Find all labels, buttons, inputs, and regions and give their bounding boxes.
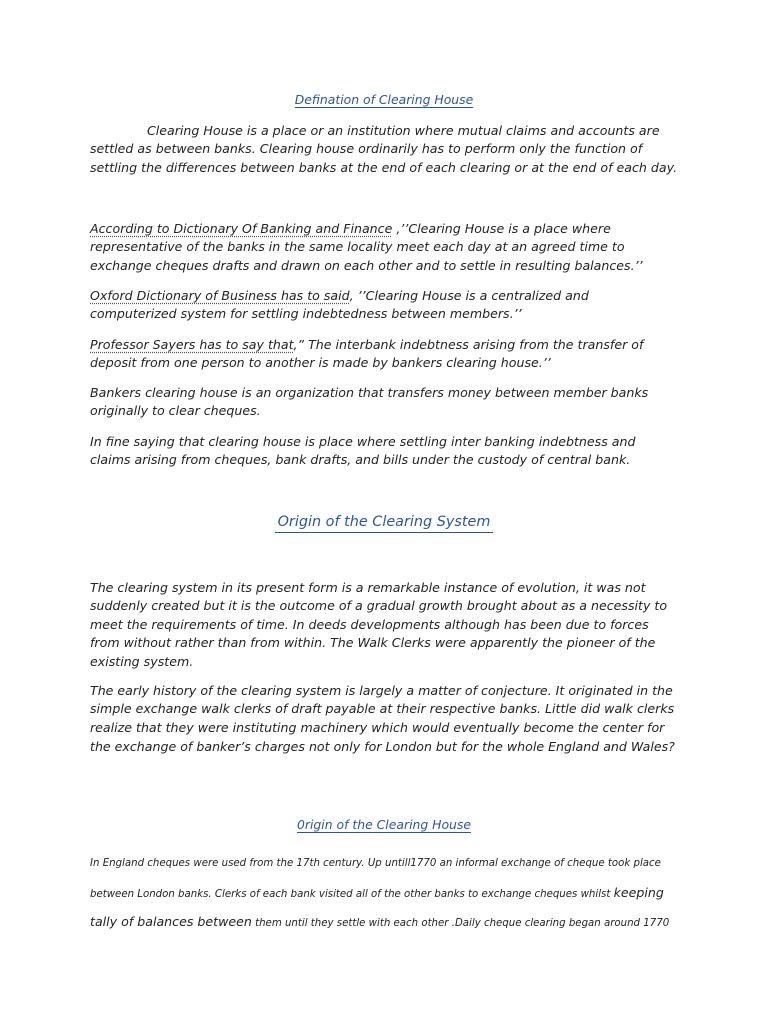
dictionary-line-3: exchange cheques drafts and drawn on each other and to settle in resulting balances.’’ — [90, 257, 643, 273]
oxford-line-1-text: , ’’Clearing House is a centralized and — [349, 288, 589, 303]
origin-p1-line-4: from without rather than from within. The Walk Clerks were apparently the pioneer of the — [90, 635, 656, 651]
definition-heading-text: Defination of Clearing House — [294, 92, 474, 107]
origin-p1-line-1: The clearing system in its present form is a remarkable instance of evolution, it was not — [90, 580, 646, 595]
origin-system-heading-text: Origin of the Clearing System — [275, 514, 494, 533]
bankers-paragraph — [90, 384, 680, 421]
oxford-source: Oxford Dictionary of Business has to said — [90, 288, 350, 303]
dictionary-paragraph — [90, 220, 680, 275]
oxford-paragraph — [90, 287, 680, 324]
bankers-line-1: Bankers clearing house is an organization that transfers money between member banks — [90, 385, 649, 400]
origin-house-line-3-text: them until they settle with each other .Daily cheque clearing began around 1770 — [251, 918, 670, 929]
oxford-line-1 — [90, 287, 680, 305]
origin-p1-line-2: suddenly created but it is the outcome of a gradual growth brought about as a necessity to — [90, 598, 668, 614]
origin-house-heading-text: 0rigin of the Clearing House — [296, 817, 471, 832]
origin-p2-line-2: simple exchange walk clerks of draft payable at their respective banks. Little did walk clerks — [90, 701, 675, 717]
origin-system-heading — [90, 514, 678, 530]
origin-system-paragraph-1 — [90, 579, 680, 671]
origin-p1-line-5: existing system. — [90, 653, 194, 669]
in-fine-line-2: claims arising from cheques, bank drafts, and bills under the custody of central bank. — [90, 452, 631, 468]
sayers-source: Professor Sayers has to say that — [90, 337, 294, 352]
definition-intro-paragraph — [90, 122, 680, 177]
sayers-paragraph — [90, 336, 680, 373]
bankers-line-2: originally to clear cheques. — [90, 403, 261, 419]
origin-house-heading — [90, 817, 678, 832]
dictionary-line-2: representative of the banks in the same locality meet each day at an agreed time to — [90, 239, 625, 255]
in-fine-line-1: In fine saying that clearing house is place where settling inter banking indebtness and — [90, 434, 636, 449]
oxford-line-2: computerized system for settling indebtedness between members.’’ — [90, 306, 522, 322]
origin-p2-line-1: The early history of the clearing system is largely a matter of conjecture. It originated in the — [90, 683, 673, 698]
origin-house-line-1: In England cheques were used from the 17th century. Up untill1770 an informal exchange of cheque took place — [90, 858, 661, 869]
origin-house-line-3-start: tally of balances between — [90, 914, 252, 929]
intro-line-2: settled as between banks. Clearing house ordinarily has to perform only the function of — [90, 141, 643, 157]
origin-p1-line-3: meet the requirements of time. In deeds developments although has been due to forces — [90, 616, 649, 632]
origin-system-paragraph-2 — [90, 682, 680, 757]
dictionary-source: According to Dictionary Of Banking and Finance — [90, 221, 393, 236]
origin-house-line-2 — [90, 885, 664, 900]
origin-house-line-2-text: between London banks. Clerks of each bank visited all of the other banks to exchange cheques whilst — [90, 889, 614, 900]
sayers-line-2: deposit from one person to another is made by bankers clearing house.’’ — [90, 355, 551, 371]
definition-heading — [90, 92, 678, 107]
sayers-line-1-text: ,” The interbank indebtness arising from the transfer of — [293, 337, 644, 352]
origin-house-line-3 — [90, 914, 669, 929]
origin-p2-line-4: the exchange of banker’s charges not only for London but for the whole England and Wales? — [90, 739, 675, 755]
dictionary-line-1 — [90, 220, 680, 238]
sayers-line-1 — [90, 336, 680, 354]
origin-p2-line-3: realize that they were instituting machinery which would eventually become the center for — [90, 719, 665, 735]
in-fine-paragraph — [90, 433, 680, 470]
dictionary-line-1-text: ,’’Clearing House is a place where — [392, 221, 611, 236]
intro-line-3: settling the differences between banks at the end of each clearing or at the end of each day. — [90, 159, 678, 175]
intro-line-1: Clearing House is a place or an institution where mutual claims and accounts are — [147, 123, 660, 138]
origin-house-line-2-keeping: keeping — [613, 885, 664, 900]
